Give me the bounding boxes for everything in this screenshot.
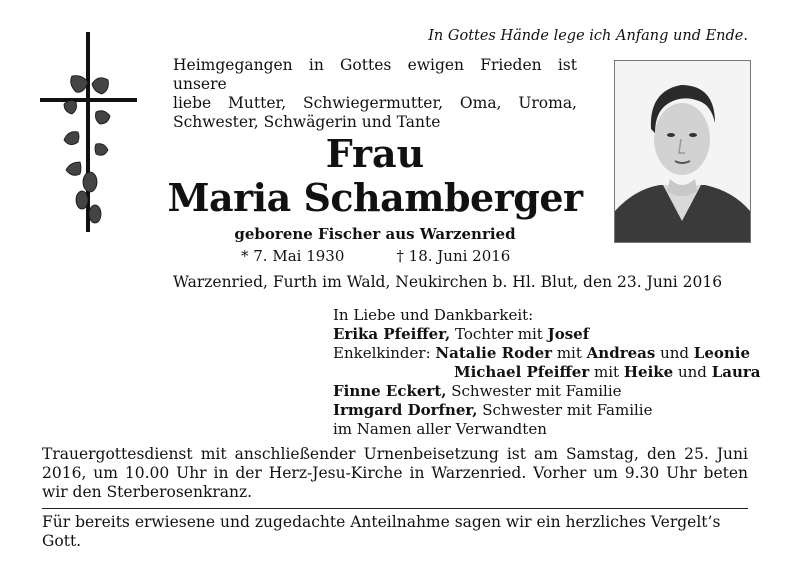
- mourner-name: Laura: [711, 363, 761, 381]
- birth-date: * 7. Mai 1930: [241, 247, 345, 265]
- mourner-name: Erika Pfeiffer,: [333, 325, 451, 343]
- list-item: [333, 344, 753, 363]
- mourners-list: [333, 306, 761, 439]
- mourner-relation: Tochter mit: [450, 325, 548, 343]
- divider: [42, 508, 748, 509]
- grandchildren-label: Enkelkinder:: [333, 344, 436, 362]
- mourner-name: Andreas: [586, 344, 656, 362]
- list-item: [333, 401, 753, 420]
- mourners-intro: In Liebe und Dankbarkeit:: [333, 306, 534, 324]
- mourner-name: Natalie Roder: [435, 344, 553, 362]
- list-item: [333, 363, 761, 382]
- portrait-photo: [614, 60, 751, 243]
- life-dates: [241, 247, 510, 265]
- closing-thanks: Für bereits erwiesene und zugedachte Anteilnahme sagen wir ein herzliches Vergelt’s Gott.: [42, 513, 721, 550]
- list-item: im Namen aller Verwandten: [333, 420, 547, 438]
- connector: und: [655, 344, 694, 362]
- connector: mit: [589, 363, 624, 381]
- mourner-relation: Schwester mit Familie: [446, 382, 622, 400]
- mourner-relation: Schwester mit Familie: [477, 401, 653, 419]
- motto: In Gottes Hände lege ich Anfang und Ende.: [428, 28, 748, 44]
- mourner-name: Josef: [547, 325, 590, 343]
- connector: und: [673, 363, 712, 381]
- intro-line: liebe Mutter, Schwiegermutter, Oma, Uroma,: [173, 94, 577, 112]
- intro-line: Schwester, Schwägerin und Tante: [173, 113, 441, 131]
- mourner-name: Michael Pfeiffer: [454, 363, 590, 381]
- deceased-name: Maria Schamberger: [167, 175, 583, 220]
- mourner-name: Heike: [623, 363, 674, 381]
- connector: mit: [552, 344, 587, 362]
- mourner-name: Leonie: [693, 344, 751, 362]
- list-item: [333, 382, 753, 401]
- list-item: [333, 325, 753, 344]
- maiden-name: geborene Fischer aus Warzenried: [234, 225, 516, 243]
- intro-line: Heimgegangen in Gottes ewigen Frieden ist unsere: [173, 56, 577, 93]
- place-date: Warzenried, Furth im Wald, Neukirchen b. Hl. Blut, den 23. Juni 2016: [173, 273, 723, 291]
- mourner-name: Finne Eckert,: [333, 382, 447, 400]
- service-notice: Trauergottesdienst mit anschließender Urnenbeisetzung ist am Samstag, den 25. Juni 2016, um 10.00 Uhr in der Herz-Jesu-Kirche in Warzenried. Vorher um 9.30 Uhr beten wir den Sterberosenkranz.: [42, 445, 748, 501]
- intro-text: [173, 56, 577, 132]
- salutation: Frau: [325, 131, 425, 176]
- mourner-name: Irmgard Dorfner,: [333, 401, 478, 419]
- cross-with-hops-icon: [40, 32, 140, 232]
- death-date: † 18. Juni 2016: [396, 247, 511, 265]
